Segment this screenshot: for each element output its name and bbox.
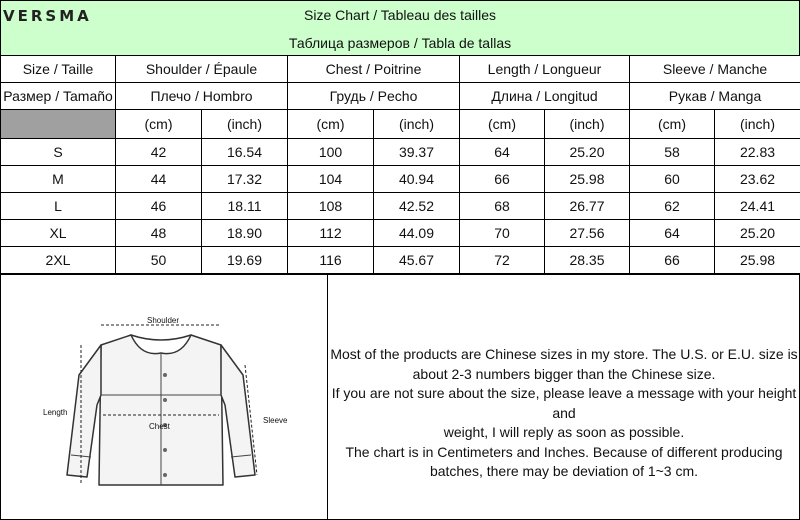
unit-cm: (cm) [116, 110, 202, 139]
value-cell: 64 [460, 139, 545, 166]
brand-logo: VERSMA [3, 7, 92, 25]
table-row [1, 220, 800, 247]
value-cell: 39.37 [374, 139, 460, 166]
units-row [1, 110, 800, 139]
value-cell: 23.62 [715, 166, 800, 193]
value-cell: 25.20 [545, 139, 630, 166]
unit-inch: (inch) [202, 110, 288, 139]
value-cell: 28.35 [545, 247, 630, 274]
size-label: XL [1, 220, 116, 247]
note-line: batches, there may be deviation of 1~3 cm. [329, 462, 799, 482]
value-cell: 42 [116, 139, 202, 166]
value-cell: 72 [460, 247, 545, 274]
table-row [1, 166, 800, 193]
shirt-measurement-diagram [31, 305, 291, 505]
size-note [329, 345, 799, 482]
value-cell: 27.56 [545, 220, 630, 247]
value-cell: 19.69 [202, 247, 288, 274]
size-label: S [1, 139, 116, 166]
info-panel [0, 274, 800, 520]
value-cell: 116 [288, 247, 374, 274]
unit-cm: (cm) [460, 110, 545, 139]
title-line-2: Таблица размеров / Tabla de tallas [1, 35, 799, 51]
size-label: L [1, 193, 116, 220]
size-table [0, 55, 800, 274]
shoulder-alt-header: Плечо / Hombro [116, 83, 288, 110]
value-cell: 58 [630, 139, 715, 166]
value-cell: 62 [630, 193, 715, 220]
value-cell: 100 [288, 139, 374, 166]
sleeve-label: Sleeve [263, 416, 288, 425]
size-header-cell: Size / Taille [1, 56, 116, 83]
sleeve-alt-header: Рукав / Manga [630, 83, 800, 110]
value-cell: 18.11 [202, 193, 288, 220]
unit-inch: (inch) [374, 110, 460, 139]
value-cell: 44.09 [374, 220, 460, 247]
value-cell: 50 [116, 247, 202, 274]
value-cell: 44 [116, 166, 202, 193]
value-cell: 104 [288, 166, 374, 193]
table-row [1, 139, 800, 166]
chest-alt-header: Грудь / Pecho [288, 83, 460, 110]
size-label: M [1, 166, 116, 193]
unit-cm: (cm) [630, 110, 715, 139]
value-cell: 25.98 [545, 166, 630, 193]
value-cell: 18.90 [202, 220, 288, 247]
unit-inch: (inch) [715, 110, 800, 139]
value-cell: 45.67 [374, 247, 460, 274]
size-chart-header [0, 0, 800, 56]
unit-inch: (inch) [545, 110, 630, 139]
panel-divider [327, 275, 328, 519]
value-cell: 24.41 [715, 193, 800, 220]
note-line: weight, I will reply as soon as possible. [329, 423, 799, 443]
size-label: 2XL [1, 247, 116, 274]
note-line: If you are not sure about the size, please leave a message with your height and [329, 384, 799, 423]
value-cell: 48 [116, 220, 202, 247]
length-header: Length / Longueur [460, 56, 630, 83]
header-row-2 [1, 83, 800, 110]
value-cell: 66 [630, 247, 715, 274]
value-cell: 108 [288, 193, 374, 220]
unit-cm: (cm) [288, 110, 374, 139]
value-cell: 112 [288, 220, 374, 247]
value-cell: 64 [630, 220, 715, 247]
value-cell: 60 [630, 166, 715, 193]
value-cell: 16.54 [202, 139, 288, 166]
value-cell: 42.52 [374, 193, 460, 220]
table-row [1, 193, 800, 220]
value-cell: 70 [460, 220, 545, 247]
sleeve-header: Sleeve / Manche [630, 56, 800, 83]
units-blank-cell [1, 110, 116, 139]
value-cell: 66 [460, 166, 545, 193]
size-header-alt-cell: Размер / Tamaño [1, 83, 116, 110]
length-label: Length [43, 408, 67, 417]
note-line: The chart is in Centimeters and Inches. Because of different producing [329, 443, 799, 463]
note-line: Most of the products are Chinese sizes in my store. The U.S. or E.U. size is [329, 345, 799, 365]
chest-header: Chest / Poitrine [288, 56, 460, 83]
left-sleeve-shape [67, 345, 101, 477]
value-cell: 17.32 [202, 166, 288, 193]
value-cell: 26.77 [545, 193, 630, 220]
length-alt-header: Длина / Longitud [460, 83, 630, 110]
title-line-1: Size Chart / Tableau des tailles [1, 7, 799, 23]
value-cell: 25.98 [715, 247, 800, 274]
header-row-1 [1, 56, 800, 83]
shoulder-label: Shoulder [147, 316, 179, 325]
chest-label: Chest [149, 422, 171, 431]
table-row [1, 247, 800, 274]
value-cell: 68 [460, 193, 545, 220]
value-cell: 46 [116, 193, 202, 220]
value-cell: 25.20 [715, 220, 800, 247]
note-line: about 2-3 numbers bigger than the Chinese size. [329, 365, 799, 385]
value-cell: 22.83 [715, 139, 800, 166]
value-cell: 40.94 [374, 166, 460, 193]
shoulder-header: Shoulder / Épaule [116, 56, 288, 83]
